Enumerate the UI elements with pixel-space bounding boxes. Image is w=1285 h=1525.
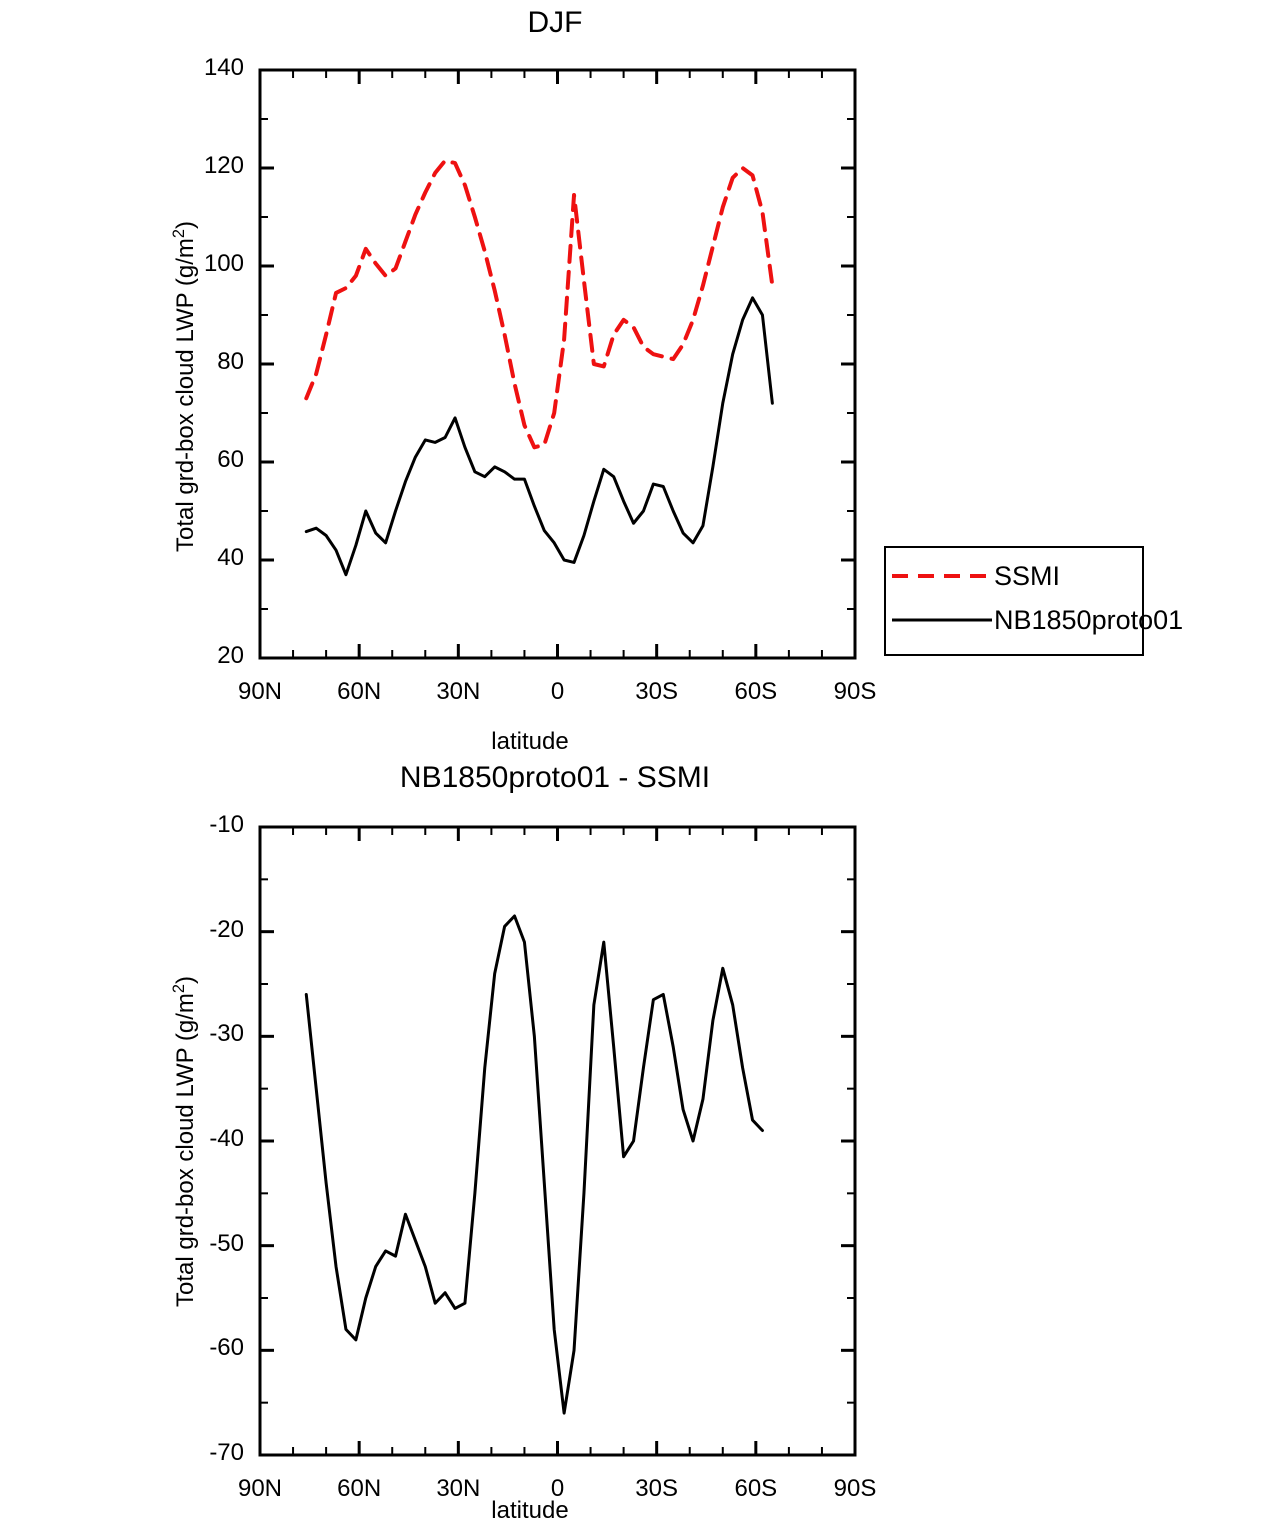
y-axis-label-bottom-tail: ) [172,976,199,984]
y-tick-label: 100 [203,250,244,277]
x-tick-label: 30N [436,1475,481,1502]
chart-title-bottom: NB1850proto01 - SSMI [399,761,711,794]
x-tick-label: 60S [734,678,778,705]
y-tick-label: -10 [209,811,244,838]
x-tick-label: 90S [833,1475,877,1502]
chart-panel-difference [0,755,1285,1524]
x-tick-label: 90S [833,678,877,705]
y-tick-label: 80 [217,348,244,375]
y-tick-label: -30 [209,1020,244,1048]
legend-label-model: NB1850proto01 [994,604,1184,635]
x-tick-label: 90N [237,678,283,705]
x-tick-label: 0 [550,1475,565,1502]
x-tick-label: 30N [436,678,481,705]
x-tick-label: 0 [550,678,565,705]
y-tick-label: -60 [209,1334,244,1362]
legend-item-ssmi[interactable] [890,556,1060,596]
series-line-nb1850proto01-ssmi [306,916,762,1413]
x-tick-label: 60N [337,1475,382,1502]
series-line-ssmi [306,161,772,448]
y-axis-label-bottom-text: Total grd-box cloud LWP (g/m [172,993,199,1307]
y-tick-label: -20 [209,915,244,943]
chart-title-top: DJF [527,6,583,39]
x-tick-label: 90N [237,1475,283,1502]
y-tick-label: 20 [217,642,244,669]
y-axis-label-bottom-sup: 2 [170,984,188,994]
y-tick-label: -70 [209,1439,244,1466]
x-axis-label-bottom: latitude [491,1497,569,1524]
legend-item-model[interactable] [890,600,1183,640]
x-tick-label: 30S [635,678,678,705]
y-tick-label: 40 [217,544,244,571]
y-tick-label: 140 [203,54,244,81]
legend-sample-ssmi-icon [890,571,994,581]
chart-panel-djf [0,0,1285,760]
x-tick-label: 30S [635,1475,678,1502]
y-tick-label: -50 [209,1229,244,1257]
y-axis-label-top-text: Total grd-box cloud LWP (g/m [172,238,199,552]
legend-sample-model-icon [890,615,994,625]
legend-label-ssmi: SSMI [994,560,1061,591]
x-axis-label-top: latitude [491,728,569,755]
y-tick-label: 60 [217,446,244,473]
x-tick-label: 60N [337,678,382,705]
series-line-nb1850proto01 [306,298,772,575]
y-axis-label-top-sup: 2 [170,229,188,239]
y-axis-label-top-tail: ) [172,221,199,229]
x-tick-label: 60S [734,1475,778,1502]
y-tick-label: 120 [203,152,244,179]
y-tick-label: -40 [209,1125,244,1152]
